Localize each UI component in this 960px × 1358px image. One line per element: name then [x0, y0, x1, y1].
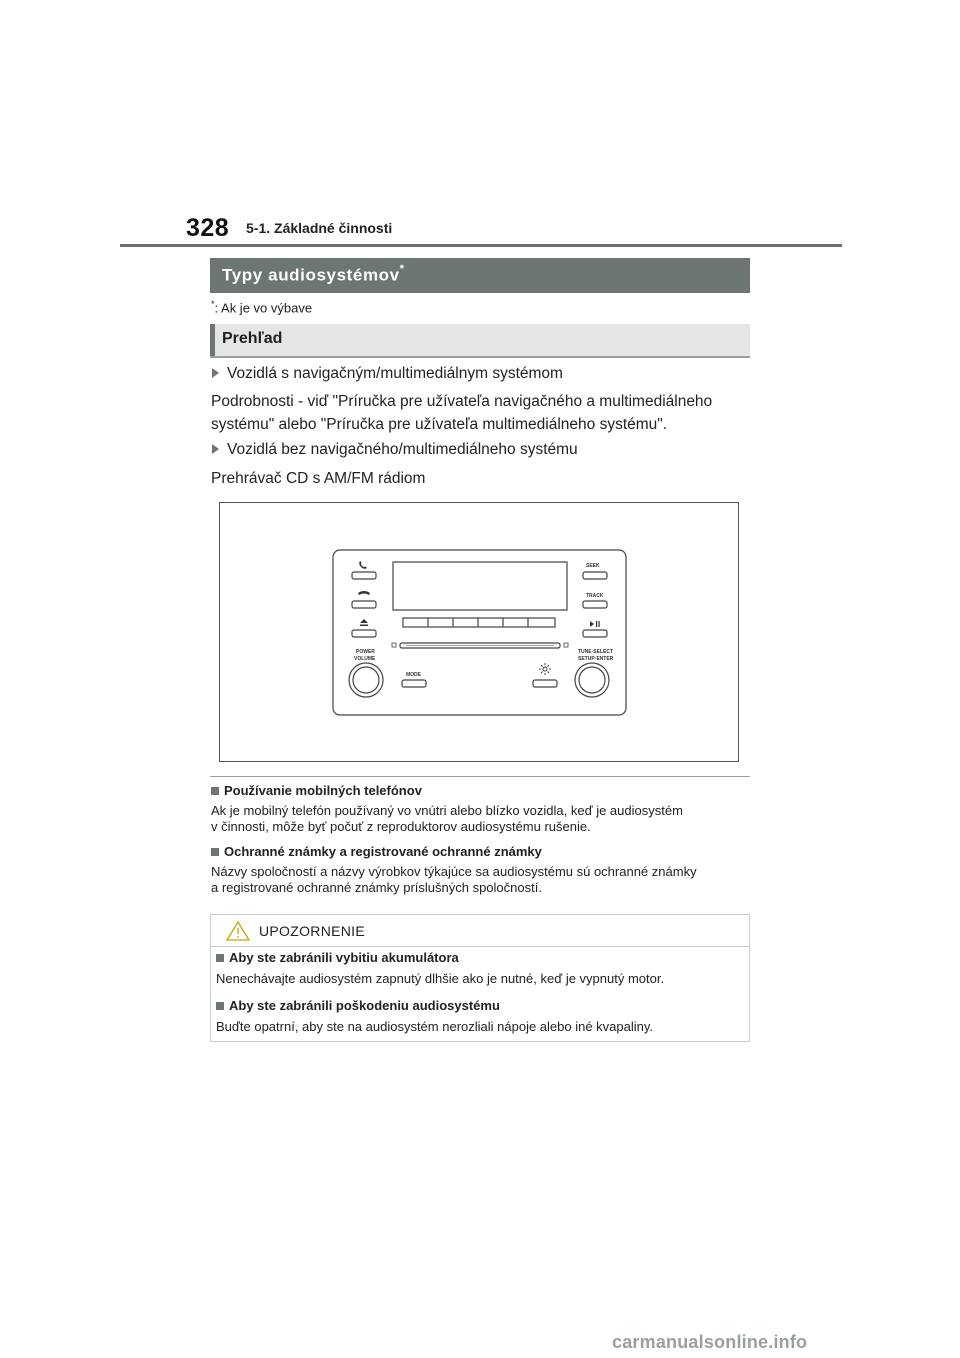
- section-label: 5-1. Základné činnosti: [246, 220, 393, 236]
- note-heading-phones: Používanie mobilných telefónov: [211, 783, 422, 798]
- square-bullet-icon: [216, 954, 224, 962]
- note-heading-trademarks: Ochranné známky a registrované ochranné známky: [211, 844, 542, 859]
- eject-icon: [360, 619, 368, 626]
- setup-label: SETUP·ENTER: [578, 656, 614, 662]
- triangle-bullet-icon: [212, 368, 219, 378]
- seek-button: [583, 572, 607, 579]
- page-title: Typy audiosystémov*: [222, 263, 405, 285]
- tune-select-knob: [575, 663, 609, 697]
- bullet-nav-systems: Vozidlá s navigačným/multimediálnym systémom: [212, 365, 563, 383]
- track-label: TRACK: [586, 593, 604, 599]
- mode-label: MODE: [406, 672, 421, 678]
- caution-text-damage: Buďte opatrní, aby ste na audiosystém nerozliali nápoje alebo iné kvapaliny.: [216, 1019, 654, 1034]
- subheading: Prehľad: [222, 330, 283, 347]
- call-button: [352, 572, 376, 579]
- note-text-phones: Ak je mobilný telefón používaný vo vnútri alebo blízko vozidla, keď je audiosystém v činnosti, môže byť počuť z reproduktorov audiosystému rušenie.: [211, 803, 683, 834]
- caution-heading-damage: Aby ste zabránili poškodeniu audiosystému: [216, 998, 500, 1013]
- watermark: carmanualsonline.info: [612, 1332, 808, 1352]
- caution-header: [211, 915, 749, 947]
- light-button: [533, 680, 557, 687]
- header-rule: [120, 244, 842, 247]
- figure-divider: [210, 776, 750, 777]
- seek-label: SEEK: [586, 563, 600, 569]
- preset-buttons-strip: [403, 618, 555, 627]
- audio-unit-illustration: [220, 503, 738, 761]
- footnote: *: Ak je vo výbave: [211, 299, 313, 316]
- title-bar: [210, 258, 750, 293]
- square-bullet-icon: [211, 848, 219, 856]
- brightness-icon: [539, 663, 551, 675]
- phone-pickup-icon: [359, 561, 367, 569]
- eject-button: [352, 630, 376, 637]
- note-text-trademarks: Názvy spoločností a názvy výrobkov týkajúce sa audiosystému sú ochranné známky a registrované ochranné známky príslušných spoločností.: [211, 864, 697, 895]
- tune-label: TUNE·SELECT: [578, 649, 613, 655]
- track-button: [583, 601, 607, 608]
- page-number: 328: [186, 214, 230, 242]
- square-bullet-icon: [211, 787, 219, 795]
- phone-hangup-icon: [358, 591, 370, 595]
- bullet-non-nav-systems: Vozidlá bez navigačného/multimediálneho systému: [212, 441, 578, 459]
- display-screen: [393, 562, 567, 610]
- mode-button: [402, 680, 426, 687]
- panel-outline: [333, 550, 626, 715]
- caution-title: UPOZORNENIE: [259, 923, 365, 939]
- power-label: POWER: [356, 649, 375, 655]
- volume-label: VOLUME: [354, 656, 376, 662]
- hangup-button: [352, 601, 376, 608]
- subheading-edge: [210, 324, 215, 356]
- power-volume-knob: [349, 663, 383, 697]
- subheading-bar: [210, 324, 750, 358]
- square-bullet-icon: [216, 1002, 224, 1010]
- caution-heading-battery: Aby ste zabránili vybitiu akumulátora: [216, 950, 459, 965]
- play-pause-button: [583, 630, 607, 637]
- caution-text-battery: Nenechávajte audiosystém zapnutý dlhšie ako je nutné, keď je vypnutý motor.: [216, 971, 665, 986]
- paragraph-details: Podrobnosti - viď "Príručka pre užívateľa navigačného a multimediálneho systému" alebo "Príručka pre užívateľa multimediálneho systému".: [211, 393, 713, 433]
- triangle-bullet-icon: [212, 444, 219, 454]
- warning-triangle-icon: [225, 920, 251, 942]
- caution-box: [210, 914, 750, 1042]
- audio-unit-figure: [219, 502, 739, 762]
- paragraph-cd-player: Prehrávač CD s AM/FM rádiom: [211, 470, 426, 487]
- play-pause-icon: [590, 621, 600, 627]
